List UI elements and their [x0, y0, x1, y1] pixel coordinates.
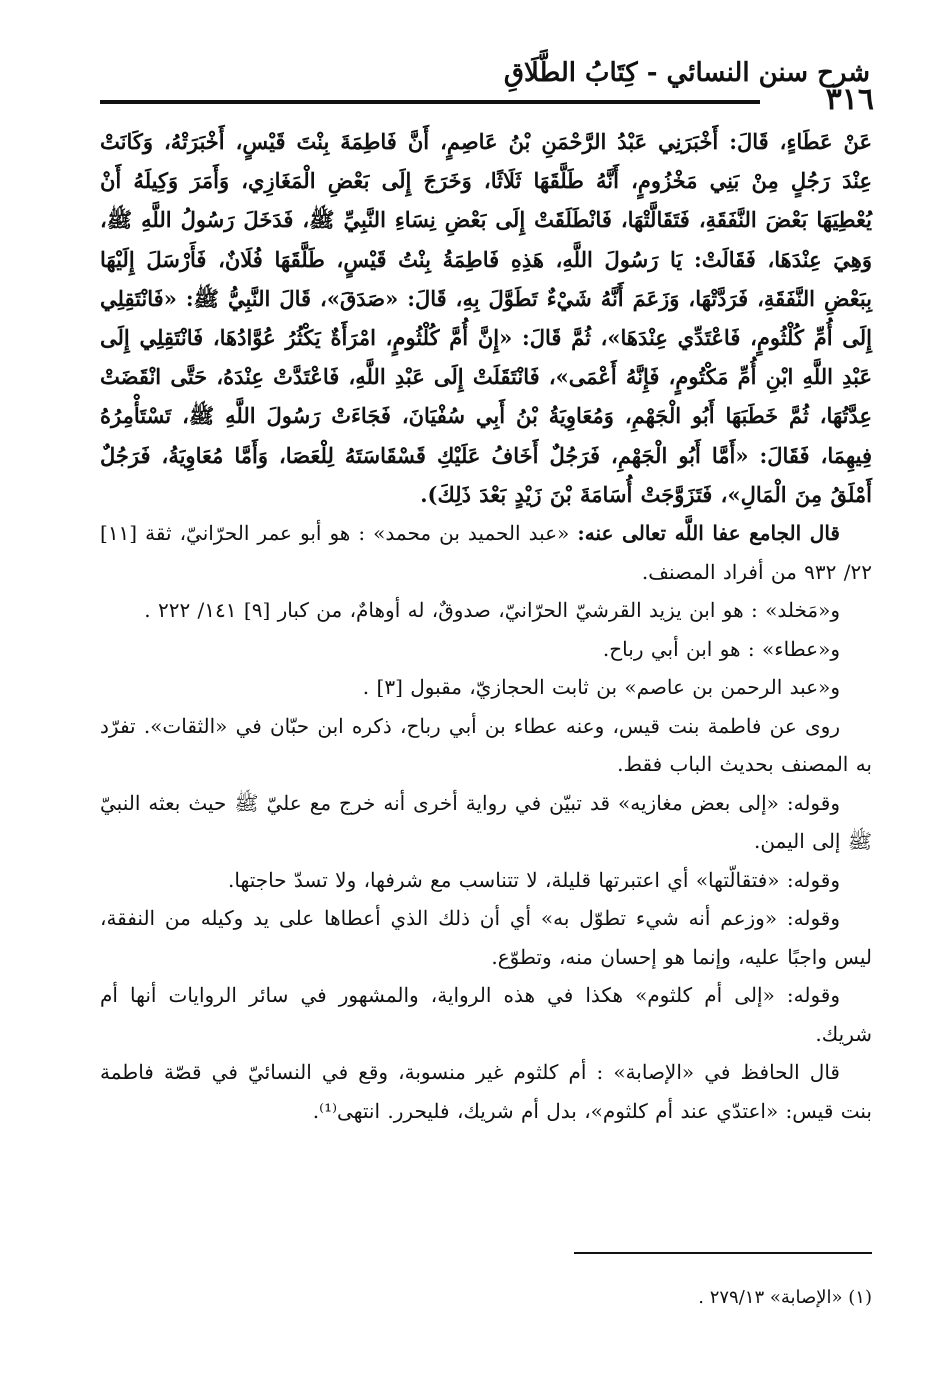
commentary-paragraph	[100, 1053, 872, 1130]
commentary-paragraph	[100, 899, 872, 976]
header-rule	[100, 100, 760, 104]
commentary-paragraph	[100, 630, 872, 669]
page-number: ٣١٦	[825, 82, 874, 117]
commentary-text: وقوله: «فتقالّتها» أي اعتبرتها قليلة، لا تتناسب مع شرفها، ولا تسدّ حاجتها.	[228, 867, 840, 892]
commentary-paragraph	[100, 784, 872, 861]
book-title: شرح سنن النسائي - كِتَابُ الطَّلَاقِ	[503, 58, 870, 88]
commentary-text: وقوله: «إلى أم كلثوم» هكذا في هذه الرواية، والمشهور في سائر الروايات أنها أم شريك.	[100, 983, 872, 1046]
commentary-text: و«مَخلد» : هو ابن يزيد القرشيّ الحرّانيّ، صدوقٌ، له أوهامٌ، من كبار [٩] ١٤١/ ٢٢٢ .	[144, 598, 840, 623]
hadith-text: عَنْ عَطَاءٍ، قَالَ: أَخْبَرَنِي عَبْدُ الرَّحْمَنِ بْنُ عَاصِمٍ، أَنَّ فَاطِمَةَ بِنْتَ قَيْسٍ، أَخْبَرَتْهُ، وَكَانَتْ عِنْدَ رَجُلٍ مِنْ بَنِي مَخْزُومٍ، أَنَّهُ طَلَّقَهَا ثَلَاثًا، وَخَرَجَ إِلَى بَعْضِ الْمَغَازِي، وَأَمَرَ وَكِيلَهُ أَنْ يُعْطِيَهَا بَعْضَ النَّفَقَةِ، فَتَقَالَّتْهَا، فَانْطَلَقَتْ إِلَى بَعْضِ نِسَاءِ النَّبِيِّ ﷺ، فَدَخَلَ رَسُولُ اللَّهِ ﷺ، وَهِيَ عِنْدَهَا، فَقَالَتْ: يَا رَسُولَ اللَّهِ، هَذِهِ فَاطِمَةُ بِنْتُ قَيْسٍ، طَلَّقَهَا فُلَانٌ، فَأَرْسَلَ إِلَيْهَا بِبَعْضِ النَّفَقَةِ، فَرَدَّتْهَا، وَزَعَمَ أَنَّهُ شَيْءٌ تَطَوَّلَ بِهِ، قَالَ: «صَدَقَ»، قَالَ النَّبِيُّ ﷺ: «فَانْتَقِلِي إِلَى أُمِّ كُلْثُومٍ، فَاعْتَدِّي عِنْدَهَا»، ثُمَّ قَالَ: «إِنَّ أُمَّ كُلْثُومٍ، امْرَأَةٌ يَكْثُرُ عُوَّادُهَا، فَانْتَقِلِي إِلَى عَبْدِ اللَّهِ ابْنِ أُمِّ مَكْتُومٍ، فَإِنَّهُ أَعْمَى»، فَانْتَقَلَتْ إِلَى عَبْدِ اللَّهِ، فَاعْتَدَّتْ عِنْدَهُ، حَتَّى انْقَضَتْ عِدَّتُهَا، ثُمَّ خَطَبَهَا أَبُو الْجَهْمِ، وَمُعَاوِيَةُ بْنُ أَبِي سُفْيَانَ، فَجَاءَتْ رَسُولَ اللَّهِ ﷺ، تَسْتَأْمِرُهُ فِيهِمَا، فَقَالَ: «أَمَّا أَبُو الْجَهْمِ، فَرَجُلٌ أَخَافُ عَلَيْكِ قَسْقَاسَتَهُ لِلْعَصَا، وَأَمَّا مُعَاوِيَةُ، فَرَجُلٌ أَمْلَقُ مِنَ الْمَالِ»، فَتَزَوَّجَتْ أُسَامَةَ بْنَ زَيْدٍ بَعْدَ ذَلِكَ).	[100, 129, 872, 507]
commentary-paragraph	[100, 668, 872, 707]
commentary-paragraph	[100, 976, 872, 1053]
commentary-paragraph	[100, 707, 872, 784]
commentary-text: و«عطاء» : هو ابن أبي رباح.	[602, 636, 840, 661]
footnote: (١) «الإصابة» ٢٧٩/١٣ .	[698, 1287, 872, 1308]
running-header	[100, 58, 870, 88]
footnote-rule	[574, 1252, 872, 1254]
commentary-paragraph	[100, 861, 872, 900]
commentary-text: و«عبد الرحمن بن عاصم» بن ثابت الحجازيّ، مقبول [٣] .	[362, 675, 840, 700]
commentary-text: «عبد الحميد بن محمد» : هو أبو عمر الحرّانيّ، ثقة [١١] ٢٢/ ٩٣٢ من أفراد المصنف.	[100, 521, 872, 584]
commentary-text: قال الحافظ في «الإصابة» : أم كلثوم غير منسوبة، وقع في النسائيّ في قصّة فاطمة بنت قيس: «اعتدّي عند أم كلثوم»، بدل أم شريك، فليحرر. انتهى⁽¹⁾.	[100, 1060, 872, 1123]
commentary-text: روى عن فاطمة بنت قيس، وعنه عطاء بن أبي رباح، ذكره ابن حبّان في «الثقات». تفرّد به المصنف بحديث الباب فقط.	[100, 713, 872, 777]
commentary-paragraph	[100, 514, 872, 591]
commentary-lead: قال الجامع عفا اللَّه تعالى عنه:	[577, 521, 840, 546]
commentary-paragraph	[100, 591, 872, 630]
commentary-text: وقوله: «إلى بعض مغازيه» قد تبيّن في رواية أخرى أنه خرج مع عليّ ﷺ حيث بعثه النبيّ ﷺ إلى اليمن.	[100, 790, 872, 854]
commentary-text: وقوله: «وزعم أنه شيء تطوّل به» أي أن ذلك الذي أعطاها على يد وكيله من النفقة، ليس واجبًا عليه، وإنما هو إحسان منه، وتطوّع.	[100, 906, 872, 969]
main-text	[100, 122, 872, 1130]
